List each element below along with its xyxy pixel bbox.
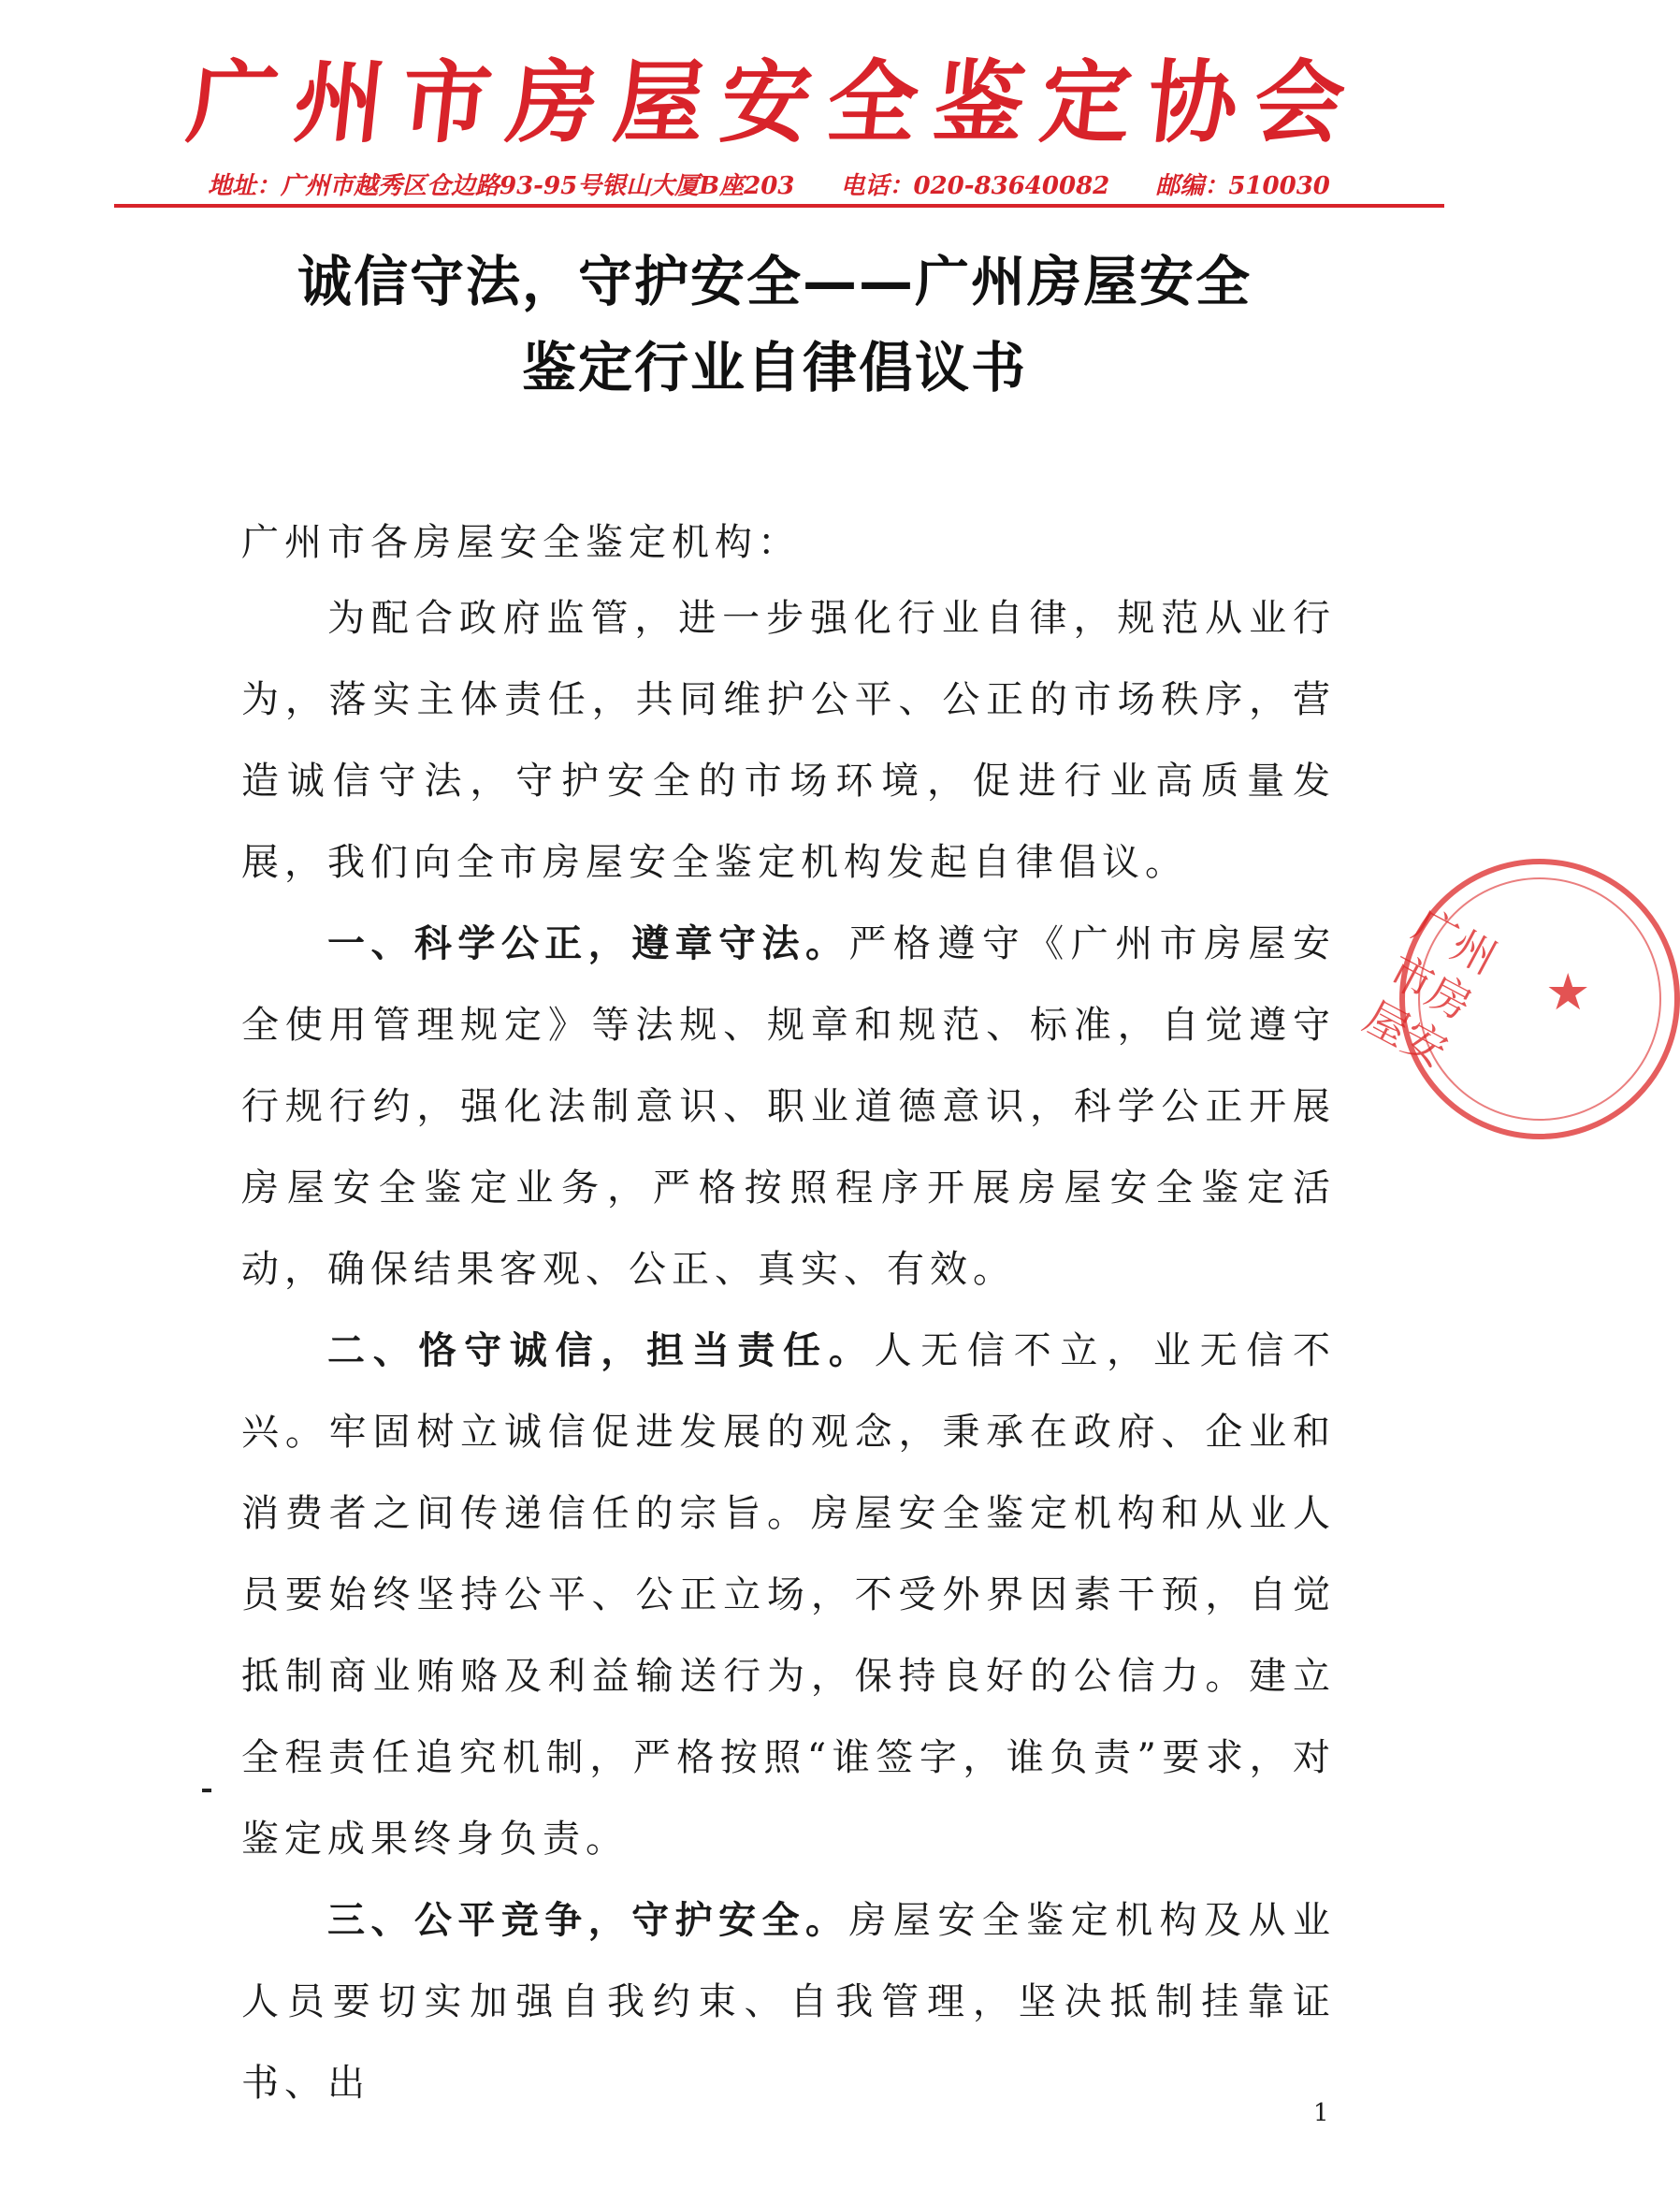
letterhead-org-name: 广州市房屋安全鉴定协会	[182, 50, 1367, 155]
letterhead-postcode: 邮编：510030	[1155, 172, 1330, 200]
letterhead-contact	[208, 167, 1368, 201]
paragraph-3-heading: 三、公平竞争，守护安全。	[327, 1899, 849, 1942]
official-seal	[1355, 859, 1680, 1139]
letterhead-address: 地址：广州市越秀区仓边路93-95号银山大厦B座203	[208, 172, 795, 200]
salutation: 广州市各房屋安全鉴定机构：	[241, 521, 801, 564]
paragraph-1-heading: 一、科学公正，遵章守法。	[327, 922, 849, 965]
letterhead-rule	[114, 204, 1444, 208]
letterhead-phone: 电话：020-83640082	[840, 172, 1110, 200]
paragraph-3	[241, 1880, 1336, 2124]
document-title-line2: 鉴定行业自律倡议书	[521, 336, 1027, 399]
paragraph-1-body: 严格遵守《广州市房屋安全使用管理规定》等法规、规章和规范、标准，自觉遵守行规行约，强化法制意识、职业道德意识，科学公正开展房屋安全鉴定业务，严格按照程序开展房屋安全鉴定活动，确保结果客观、公正、真实、有效。	[241, 922, 1337, 1291]
page-number: 1	[1313, 2099, 1329, 2127]
paragraph-1	[241, 904, 1336, 1311]
seal-star-icon: ★	[1545, 963, 1591, 1022]
paragraph-3-body: 房屋安全鉴定机构及从业人员要切实加强自我约束、自我管理，坚决抵制挂靠证书、出	[241, 1899, 1337, 2105]
paragraph-2-body: 人无信不立，业无信不兴。牢固树立诚信促进发展的观念，秉承在政府、企业和消费者之间传递信任的宗旨。房屋安全鉴定机构和从业人员要始终坚持公平、公正立场，不受外界因素干预，自觉抵制商业贿赂及利益输送行为，保持良好的公信力。建立全程责任追究机制，严格按照“谁签字，谁负责”要求，对鉴定成果终身负责。	[241, 1329, 1337, 1861]
scan-mark	[202, 1789, 211, 1792]
seal-text: 广州市房屋安	[1355, 898, 1505, 1077]
body-text	[241, 578, 1336, 2124]
paragraph-2	[241, 1311, 1336, 1880]
paragraph-intro: 为配合政府监管，进一步强化行业自律，规范从业行为，落实主体责任，共同维护公平、公正的市场秩序，营造诚信守法，守护安全的市场环境，促进行业高质量发展，我们向全市房屋安全鉴定机构发起自律倡议。	[241, 597, 1336, 884]
paragraph-2-heading: 二、恪守诚信，担当责任。	[327, 1329, 875, 1372]
document-title-line1: 诚信守法，守护安全——广州房屋安全	[297, 250, 1252, 313]
